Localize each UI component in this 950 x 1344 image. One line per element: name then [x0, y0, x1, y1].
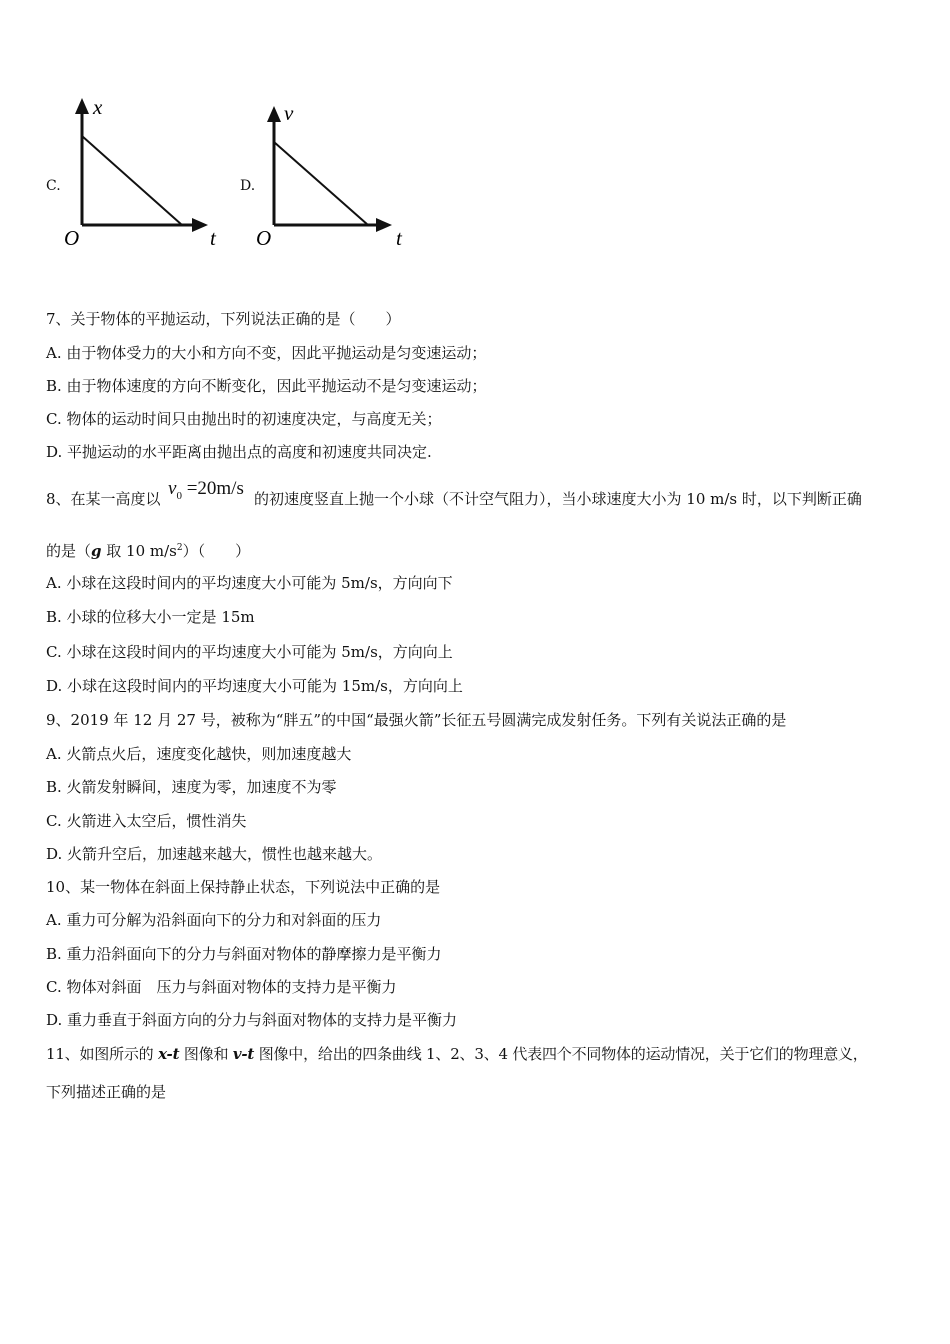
q9-option-b: B. 火箭发射瞬间，速度为零，加速度不为零	[46, 778, 337, 796]
x-axis-arrow	[376, 218, 392, 232]
q11-stem-mid1: 图像和	[179, 1045, 233, 1063]
y-axis-arrow	[75, 98, 89, 114]
q8-stem-line2-mid: 取 10 m/s	[101, 542, 177, 560]
v-subscript: 0	[176, 489, 182, 502]
xt-symbol: x-t	[158, 1045, 180, 1063]
x-axis-label: t	[210, 226, 216, 250]
q8-stem-line2-pre: 的是（	[46, 542, 92, 560]
q8-initial-velocity	[168, 478, 244, 502]
q10-option-a: A. 重力可分解为沿斜面向下的分力和对斜面的压力	[46, 911, 382, 929]
q8-stem-pre: 8、在某一高度以	[46, 490, 161, 508]
y-axis-label: v	[284, 101, 294, 125]
vt-symbol: v-t	[232, 1045, 255, 1063]
q10-stem: 10、某一物体在斜面上保持静止状态，下列说法中正确的是	[46, 878, 441, 896]
origin-label: O	[64, 226, 80, 250]
q7-stem: 7、关于物体的平抛运动，下列说法正确的是（ ）	[46, 310, 401, 328]
g-symbol: g	[91, 542, 102, 560]
q10-option-d: D. 重力垂直于斜面方向的分力与斜面对物体的支持力是平衡力	[46, 1011, 458, 1029]
q11-stem-mid2: 图像中，给出的四条曲线 1、2、3、4 代表四个不同物体的运动情况，关于它们的物理意义，	[254, 1045, 868, 1063]
q7-option-c: C. 物体的运动时间只由抛出时的初速度决定，与高度无关；	[46, 410, 442, 428]
q8-option-b: B. 小球的位移大小一定是 15m	[46, 608, 255, 626]
q9-option-a: A. 火箭点火后，速度变化越快，则加速度越大	[46, 745, 352, 763]
q8-option-c: C. 小球在这段时间内的平均速度大小可能为 5m/s，方向向上	[46, 643, 453, 661]
q11-stem-pre: 11、如图所示的	[46, 1045, 159, 1063]
q8-stem-line2	[46, 538, 250, 561]
option-c-label: C.	[46, 178, 61, 194]
q8-stem-post: 的初速度竖直上抛一个小球（不计空气阻力），当小球速度大小为 10 m/s 时，以下判断正确	[254, 490, 862, 508]
q10-option-b: B. 重力沿斜面向下的分力与斜面对物体的静摩擦力是平衡力	[46, 945, 442, 963]
q9-option-d: D. 火箭升空后，加速越来越大，惯性也越来越大。	[46, 845, 383, 863]
y-axis-arrow	[267, 106, 281, 122]
q11-stem-line1	[46, 1044, 868, 1064]
y-axis-label: x	[93, 95, 103, 119]
x-axis-arrow	[192, 218, 208, 232]
q8-option-d: D. 小球在这段时间内的平均速度大小可能为 15m/s，方向向上	[46, 677, 463, 695]
q8-option-a: A. 小球在这段时间内的平均速度大小可能为 5m/s，方向向下	[46, 574, 453, 592]
origin-label: O	[256, 226, 272, 250]
v-symbol: v	[168, 478, 177, 499]
q9-stem: 9、2019 年 12 月 27 号，被称为“胖五”的中国“最强火箭”长征五号圆满完成发射任务。下列有关说法正确的是	[46, 711, 787, 729]
q8-sq: 2	[176, 543, 183, 553]
q11-stem-line2: 下列描述正确的是	[46, 1083, 167, 1101]
graph-line	[82, 136, 182, 225]
v-value: =20m/s	[181, 478, 244, 499]
q8-stem-line2-post: ）（ ）	[182, 542, 251, 560]
x-axis-label: t	[396, 226, 402, 250]
graph-v-t	[250, 92, 410, 252]
q7-option-a: A. 由于物体受力的大小和方向不变，因此平抛运动是匀变速运动；	[46, 344, 487, 362]
q9-option-c: C. 火箭进入太空后，惯性消失	[46, 812, 247, 830]
q7-option-d: D. 平抛运动的水平距离由抛出点的高度和初速度共同决定.	[46, 443, 432, 461]
graph-x-t	[58, 92, 218, 252]
option-d-label: D.	[240, 178, 256, 194]
q7-option-b: B. 由于物体速度的方向不断变化，因此平抛运动不是匀变速运动；	[46, 377, 487, 395]
graph-line	[274, 142, 368, 225]
q10-option-c: C. 物体对斜面 压力与斜面对物体的支持力是平衡力	[46, 978, 397, 996]
